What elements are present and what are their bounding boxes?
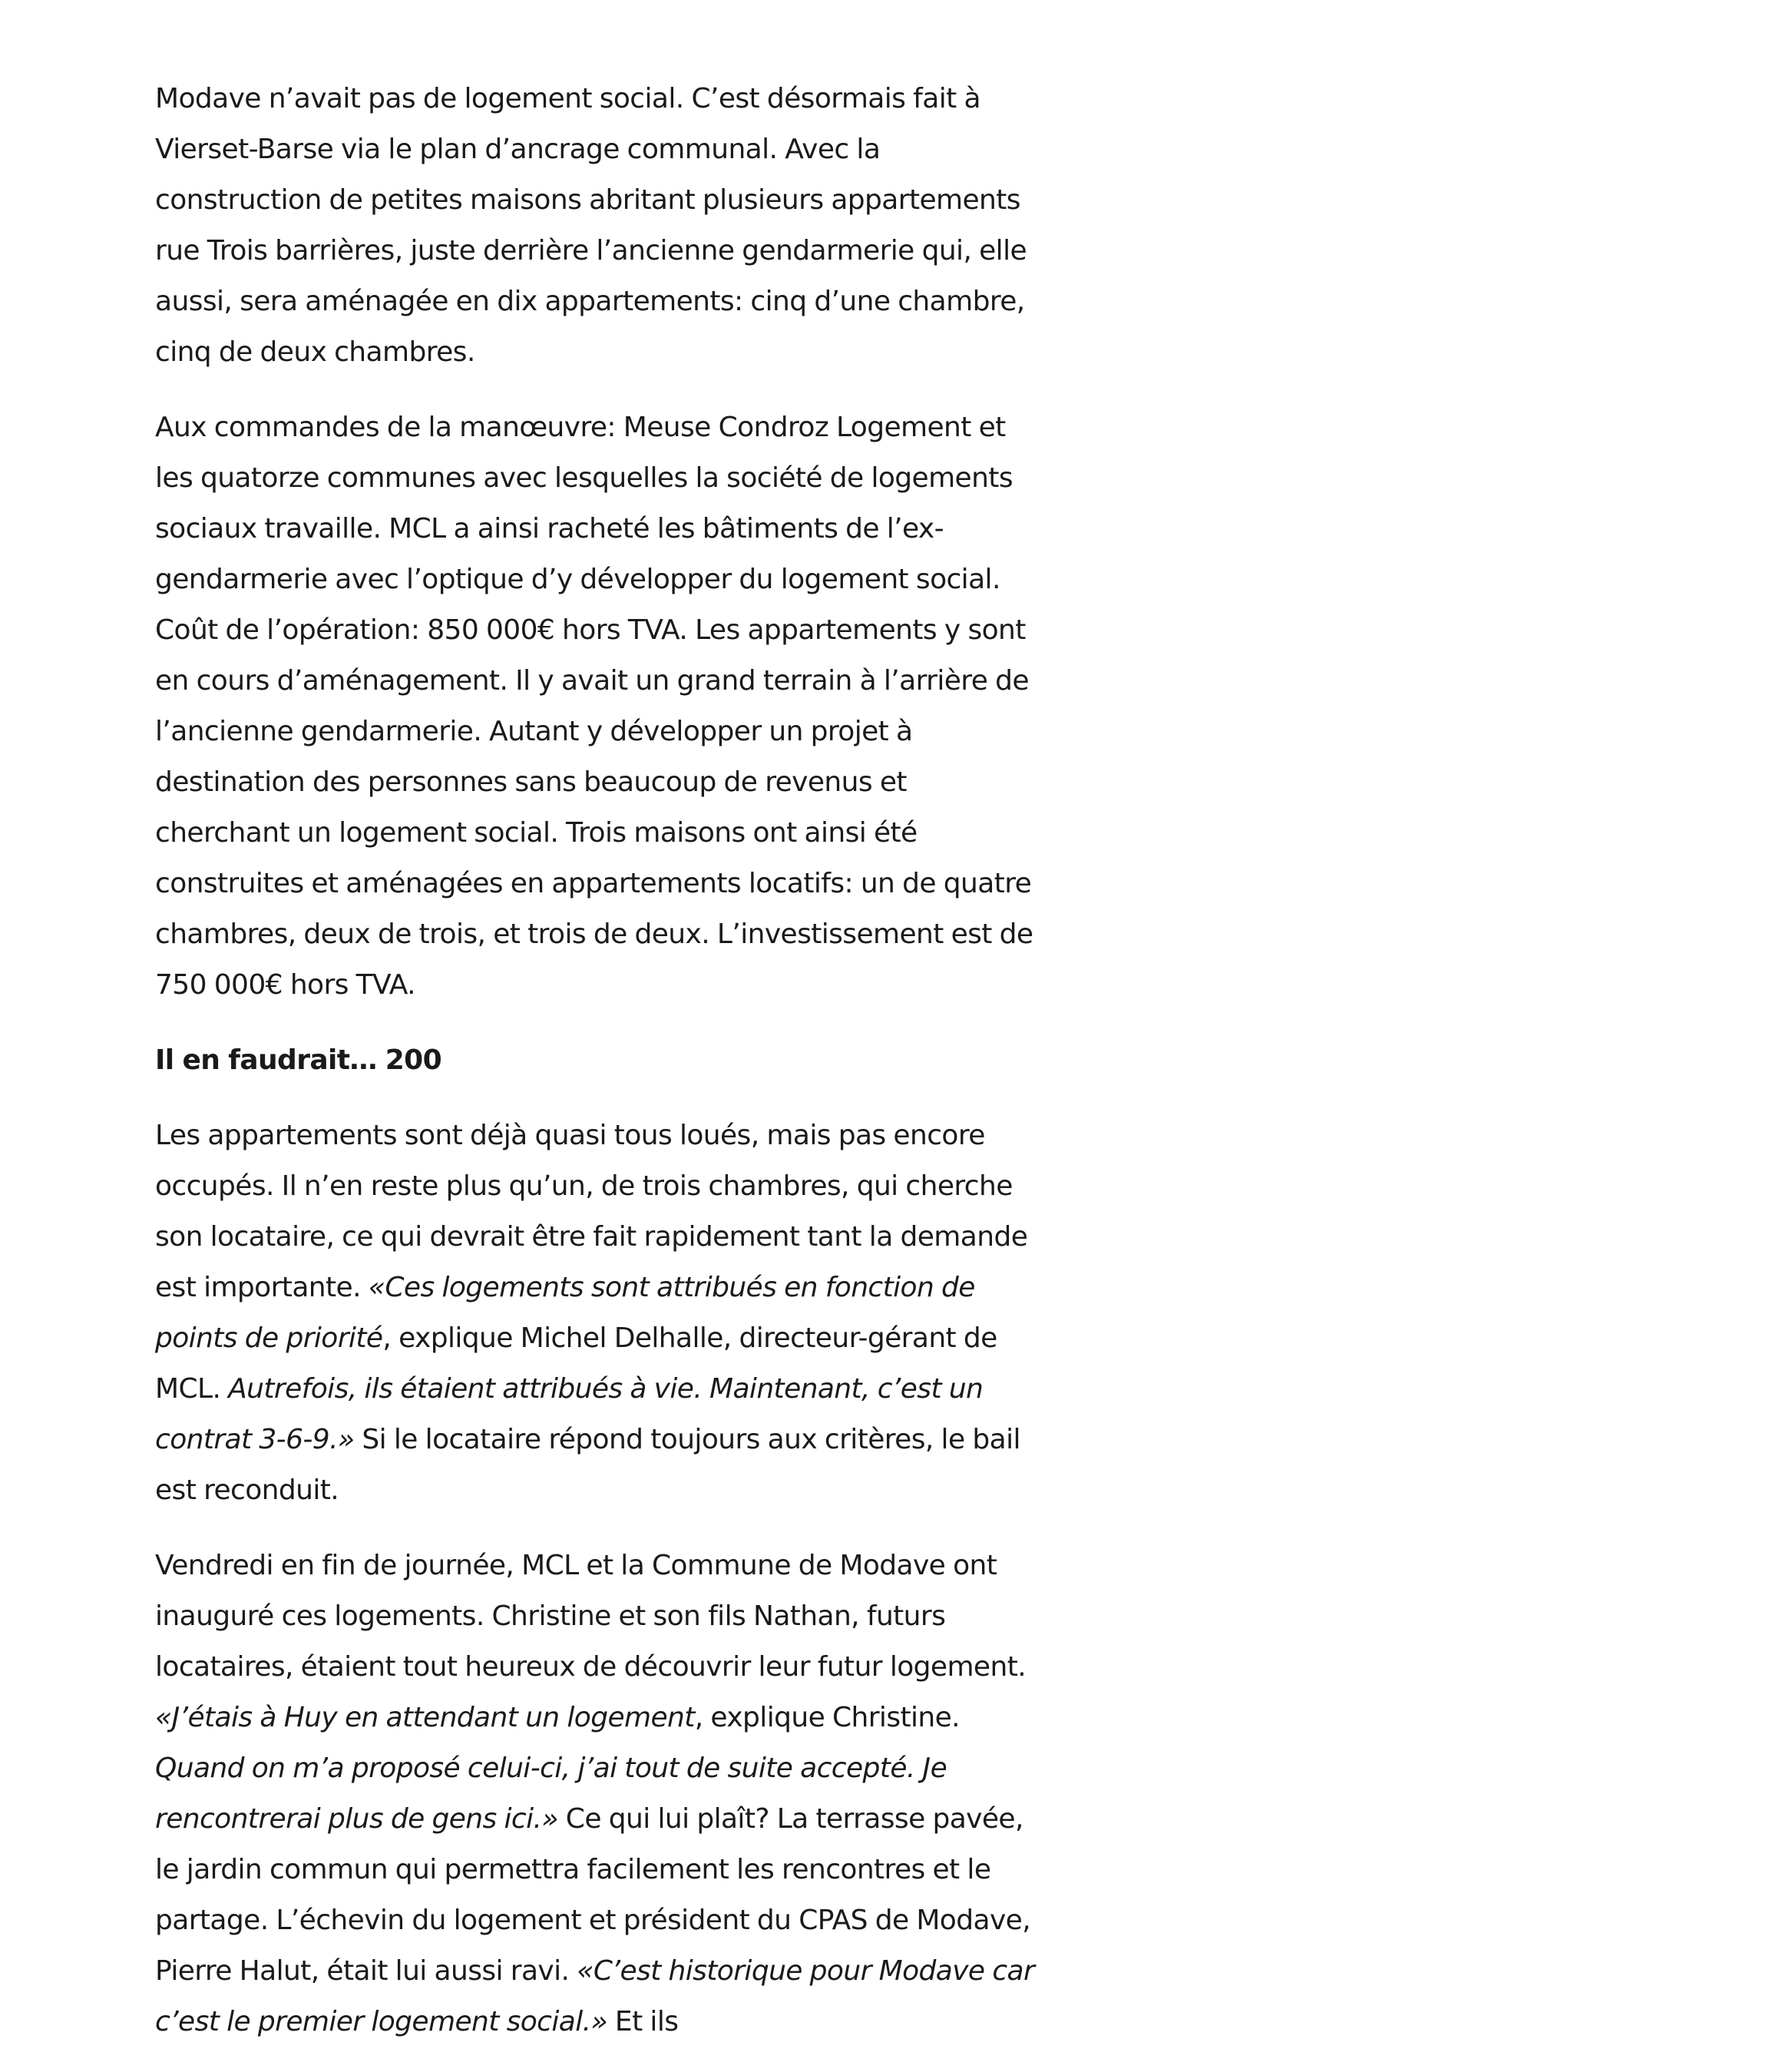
paragraph-intro: Modave n’avait pas de logement social. C’est désormais fait à Vierset-Barse via le plan d’ancrage communal. Avec la construction de petites maisons abritant plusieurs appartements rue Trois barrières, juste derrière l’ancienne gendarmerie qui, elle aussi, sera aménagée en dix appartements: cinq d’une chambre, cinq de deux chambres. (155, 83, 1027, 368)
paragraph-inauguration (155, 1541, 1037, 2047)
text-segment: , explique Christine. (694, 1702, 961, 1733)
text-segment: Les appartements sont déjà quasi tous loués, mais pas encore occupés. Il n’en reste plus qu’un, de trois chambres, qui cherche son locataire, ce qui devrait être fait rapidement tant la demande est importante. (155, 1120, 1028, 1303)
quote-segment: «C’est historique pour Modave car c’est le premier logement social.» (155, 1955, 1035, 2037)
quote-segment: «J’étais à Huy en attendant un logement (155, 1702, 695, 1733)
text-segment: Si le locataire répond toujours aux critères, le bail est reconduit. (155, 1424, 1020, 1506)
text-segment: Vendredi en fin de journée, MCL et la Commune de Modave ont inauguré ces logements. Christine et son fils Nathan, futurs locataires, étaient tout heureux de découvrir leur futur logement. (155, 1550, 1027, 1683)
quote-segment: Quand on m’a proposé celui-ci, j’ai tout de suite accepté. Je rencontrerai plus de gens ici.» (155, 1753, 947, 1835)
text-segment: , explique Michel Delhalle, directeur-gérant de MCL. (155, 1322, 997, 1405)
quote-segment: Autrefois, ils étaient attribués à vie. Maintenant, c’est un contrat 3-6-9.» (155, 1373, 984, 1455)
text-segment: Ce qui lui plaît? La terrasse pavée, le jardin commun qui permettra facilement les rencontres et le partage. L’échevin du logement et président du CPAS de Modave, Pierre Halut, était lui aussi ravi. (155, 1803, 1031, 1987)
quote-segment: «Ces logements sont attribués en fonction de points de priorité (155, 1272, 975, 1354)
paragraph-attribution (155, 1110, 1037, 1516)
article-body (155, 74, 1037, 2072)
paragraph-project: Aux commandes de la manœuvre: Meuse Condroz Logement et les quatorze communes avec lesquelles la société de logements sociaux travaille. MCL a ainsi racheté les bâtiments de l’ex-gendarmerie avec l’optique d’y développer du logement social. Coût de l’opération: 850 000€ hors TVA. Les appartements y sont en cours d’aménagement. Il y avait un grand terrain à l’arrière de l’ancienne gendarmerie. Autant y développer un projet à destination des personnes sans beaucoup de revenus et cherchant un logement social. Trois maisons ont ainsi été construites et aménagées en appartements locatifs: un de quatre chambres, deux de trois, et trois de deux. L’investissement est de 750 000€ hors TVA. (155, 412, 1033, 1001)
text-segment: Et ils (607, 2006, 679, 2037)
section-heading: Il en faudrait… 200 (155, 1044, 442, 1076)
